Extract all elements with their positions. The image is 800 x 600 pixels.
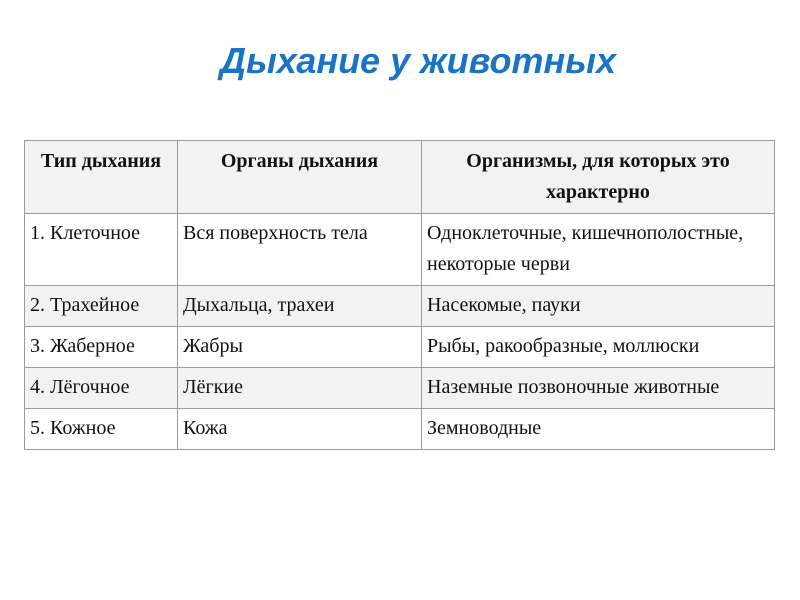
header-respiration-type: Тип дыхания: [25, 141, 178, 214]
table-row: [25, 409, 775, 450]
cell-organs: Жабры: [178, 327, 422, 368]
cell-type: 5. Кожное: [25, 409, 178, 450]
cell-organisms: Земноводные: [422, 409, 775, 450]
cell-organs: Кожа: [178, 409, 422, 450]
cell-organisms: Наземные позвоночные животные: [422, 368, 775, 409]
cell-organisms: Насекомые, пауки: [422, 286, 775, 327]
cell-organs: Дыхальца, трахеи: [178, 286, 422, 327]
cell-organisms: Одноклеточные, кишечнополостные, некоторые черви: [422, 214, 775, 286]
cell-type: 1. Клеточное: [25, 214, 178, 286]
respiration-table: [24, 140, 775, 450]
table-row: [25, 286, 775, 327]
cell-type: 2. Трахейное: [25, 286, 178, 327]
cell-type: 3. Жаберное: [25, 327, 178, 368]
table-row: [25, 214, 775, 286]
table-header-row: [25, 141, 775, 214]
slide-title: Дыхание у животных: [220, 40, 616, 81]
header-organisms: Организмы, для которых это характерно: [422, 141, 775, 214]
cell-organs: Лёгкие: [178, 368, 422, 409]
cell-type: 4. Лёгочное: [25, 368, 178, 409]
cell-organisms: Рыбы, ракообразные, моллюски: [422, 327, 775, 368]
table-row: [25, 327, 775, 368]
cell-organs: Вся поверхность тела: [178, 214, 422, 286]
table-row: [25, 368, 775, 409]
header-respiratory-organs: Органы дыхания: [178, 141, 422, 214]
